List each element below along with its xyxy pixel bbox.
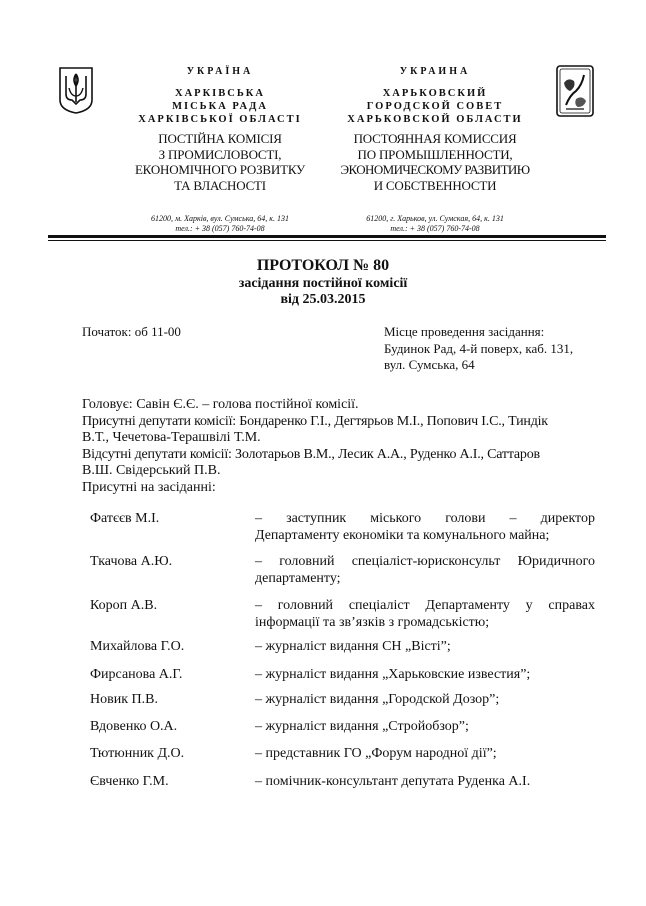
protocol-title: ПРОТОКОЛ № 80 [256,257,390,274]
meeting-place [384,324,614,374]
header-ua-commission-line: ЕКОНОМІЧНОГО РОЗВИТКУ [134,162,306,177]
meeting-place-label: Місце проведення засідання: [384,324,545,339]
header-ru-commission-line: ЭКОНОМИЧЕСКОМУ РАЗВИТИЮ [340,162,530,177]
ukraine-coat-of-arms-icon [58,66,94,114]
attendee-role-line: – журналіст видання „Стройобзор”; [255,719,469,734]
header-divider-thick [48,235,606,238]
header-ua-council-line: ХАРКІВСЬКОЇ ОБЛАСТІ [138,114,302,125]
chair-line: Головує: Савін Є.Є. – голова постійної комісії. [82,397,359,412]
meeting-place-line: вул. Сумська, 64 [384,357,475,372]
attendee-name: Короп А.В. [90,598,158,613]
attendee-row [0,553,646,593]
attendee-name: Новик П.В. [90,692,158,707]
header-ua-commission-line: З ПРОМИСЛОВОСТІ, [158,146,282,162]
attendee-role-line: – журналіст видання „Харьковские известия”; [255,667,531,682]
meeting-place-line: Будинок Рад, 4-й поверх, каб. 131, [384,340,574,356]
attendee-role-line: – журналіст видання СН „Вісті”; [255,639,451,654]
present-deputies-line: Присутні депутати комісії: Бондаренко Г.І., Дегтярьов М.І., Попович І.С., Тиндік [82,413,548,429]
header-ru-commission-line: И СОБСТВЕННОСТИ [373,177,497,193]
attendee-role-line: інформації та зв’язків з громадськістю; [255,615,490,630]
header-ua-council-line: ХАРКІВСЬКА [174,88,265,99]
attendee-role-line: – головний спеціаліст-юрисконсульт Юридичного [255,554,595,569]
kharkiv-city-emblem-icon [556,65,594,117]
attendee-row [0,638,646,658]
header-ua-council [110,87,330,126]
attendee-name: Євченко Г.М. [90,774,169,789]
attendee-role [255,666,595,683]
attendee-role-line: – головний спеціаліст Департаменту у справах [255,598,595,613]
attendee-role [255,745,595,762]
attendee-name: Фатєєв М.І. [90,511,160,526]
header-ru-commission-line: ПОСТОЯННАЯ КОМИССИЯ [353,131,517,146]
header-ru-council-line: ХАРЬКОВСКИЙ [382,88,488,99]
header-ua-phone: тел.: + 38 (057) 760-74-08 [175,224,265,233]
attendee-row [0,773,646,793]
header-ru-council-line: ХАРЬКОВСКОЙ ОБЛАСТИ [347,114,523,125]
attendee-name: Михайлова Г.О. [90,639,185,654]
header-ua-address [110,214,330,234]
header-ua-address-line: 61200, м. Харків, вул. Сумська, 64, к. 131 [151,214,289,223]
present-deputies-line: В.Т., Чечетова-Терашвілі Т.М. [82,430,261,445]
absent-deputies-line: В.Ш. Свідерський П.В. [82,463,221,478]
header-ua-commission [110,131,330,193]
attendee-name: Тютюнник Д.О. [90,746,185,761]
attendee-row [0,510,646,550]
attendee-row [0,597,646,637]
header-ua-country: УКРАЇНА [186,66,254,77]
header-ru-address-line: 61200, г. Харьков, ул. Сумская, 64, к. 131 [366,214,504,223]
header-ru-address [325,214,545,234]
protocol-date: від 25.03.2015 [280,292,366,307]
attendee-row [0,666,646,686]
header-ru-commission-line: ПО ПРОМЫШЛЕННОСТИ, [357,146,513,162]
header-ru-phone: тел.: + 38 (057) 760-74-08 [390,224,480,233]
attendee-role-line: департаменту; [255,571,341,586]
attendee-name: Фирсанова А.Г. [90,667,183,682]
header-ru-council [325,87,545,126]
attendee-role [255,510,595,544]
header-ru-country: УКРАИНА [399,66,471,77]
attendee-row [0,745,646,765]
attending-label: Присутні на засіданні: [82,479,216,495]
participants-block [82,397,612,496]
attendee-role [255,638,595,655]
header-ua-council-line: МІСЬКА РАДА [172,101,268,112]
attendee-role [255,691,595,708]
absent-deputies-line: Відсутні депутати комісії: Золотарьов В.М., Лесик А.А., Руденко А.І., Саттаров [82,446,540,462]
header-ua-commission-line: ТА ВЛАСНОСТІ [174,177,266,193]
attendee-role [255,773,595,790]
protocol-subtitle: засідання постійної комісії [238,276,408,291]
header-ua-commission-line: ПОСТІЙНА КОМІСІЯ [158,131,282,146]
attendee-role-line: – помічник-консультант депутата Руденка А.І. [255,774,531,789]
attendee-name: Ткачова А.Ю. [90,554,173,569]
attendee-row [0,691,646,711]
attendee-role [255,718,595,735]
attendee-role-line: Департаменту економіки та комунального майна; [255,528,550,543]
attendee-role [255,597,595,631]
meeting-start: Початок: об 11-00 [82,324,181,339]
header-ru-commission [325,131,545,193]
header-divider-thin [48,240,606,241]
attendee-role-line: – журналіст видання „Городской Дозор”; [255,692,500,707]
attendee-role-line: – представник ГО „Форум народної дії”; [255,746,497,761]
attendee-name: Вдовенко О.А. [90,719,178,734]
attendee-role-line: – заступник міського голови – директор [255,511,595,526]
attendee-row [0,718,646,738]
header-ru-council-line: ГОРОДСКОЙ СОВЕТ [366,101,504,112]
attendee-role [255,553,595,587]
